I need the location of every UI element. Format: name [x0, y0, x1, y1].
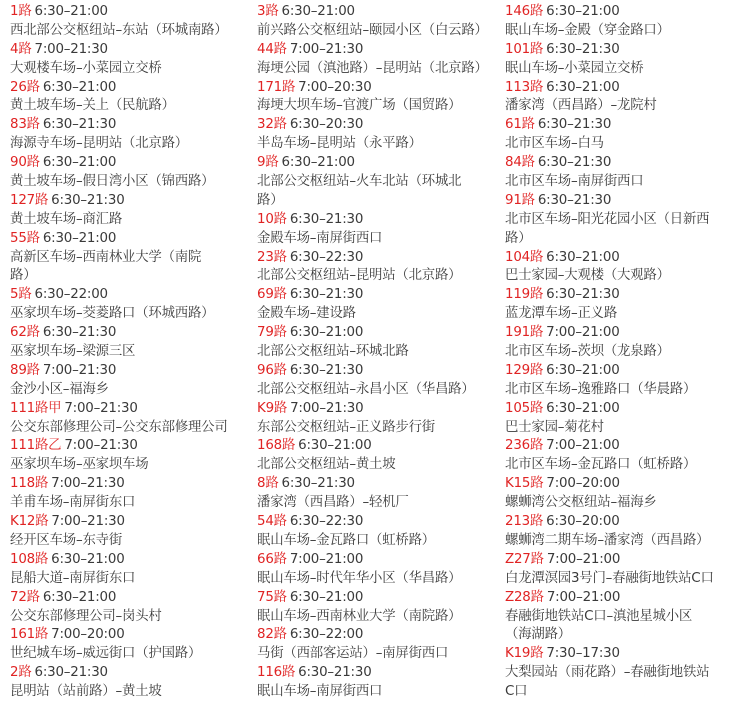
route-entry	[505, 41, 733, 79]
route-header	[257, 362, 495, 381]
route-stops: 巴士家园–菊花村	[505, 419, 604, 435]
service-hours: 7:00–21:30	[64, 400, 138, 416]
route-entry	[505, 286, 733, 324]
route-stops: 前兴路公交枢纽站–颐园小区（白云路）	[257, 22, 488, 38]
service-hours: 6:30–22:30	[289, 514, 364, 530]
route-entry	[505, 400, 733, 438]
route-header	[257, 475, 495, 494]
route-number: 66路	[257, 551, 287, 567]
route-number: 191路	[505, 325, 544, 341]
route-stops: C口	[505, 684, 528, 700]
route-stops: 潘家湾（西昌路）–轻机厂	[257, 495, 409, 511]
route-number: 4路	[10, 41, 32, 57]
route-number: 111路乙	[10, 438, 62, 454]
route-header	[257, 116, 495, 135]
route-header	[257, 249, 495, 268]
route-header	[257, 664, 495, 683]
route-number: 61路	[505, 117, 535, 133]
service-hours: 7:00–21:30	[42, 362, 117, 378]
route-number: Z27路	[505, 551, 544, 567]
service-hours: 6:30–21:30	[298, 665, 372, 681]
route-stops: 金殿车场–建设路	[257, 306, 356, 322]
route-stops: 北部公交枢纽站–环城北路	[257, 344, 409, 360]
route-entry	[10, 286, 248, 324]
route-entry	[505, 475, 733, 513]
route-stops: 螺蛳湾公交枢纽站–福海乡	[505, 495, 657, 511]
route-number: 23路	[257, 249, 287, 265]
route-stops: 昆船大道–南屏街东口	[10, 570, 136, 586]
service-hours: 7:00–21:00	[546, 325, 620, 341]
service-hours: 7:00–21:00	[289, 551, 364, 567]
service-hours: 7:00–21:30	[64, 438, 138, 454]
route-number: 44路	[257, 41, 287, 57]
service-hours: 6:30–21:00	[289, 589, 364, 605]
route-stops: 高新区车场–西南林业大学（南院	[10, 249, 202, 265]
service-hours: 6:30–21:00	[281, 4, 355, 19]
route-number: 101路	[505, 41, 544, 57]
route-entry	[257, 664, 495, 702]
route-number: 129路	[505, 362, 544, 378]
route-number: 127路	[10, 192, 49, 208]
route-header	[257, 551, 495, 570]
service-hours: 6:30–21:00	[42, 589, 117, 605]
route-stops: 巫家坝车场–茭菱路口（环城西路）	[10, 306, 215, 322]
route-header	[257, 513, 495, 532]
route-stops: 大观楼车场–小菜园立交桥	[10, 60, 162, 76]
service-hours: 6:30–22:00	[289, 627, 364, 643]
route-stops: 巴士家园–大观楼（大观路）	[505, 268, 670, 284]
service-hours: 7:00–21:30	[289, 41, 364, 57]
route-number: 1路	[10, 4, 32, 19]
route-stops: 眠山车场–西南林业大学（南院路）	[257, 608, 462, 624]
route-header	[505, 249, 733, 268]
route-entry	[10, 192, 248, 230]
route-number: 108路	[10, 551, 49, 567]
route-number: 213路	[505, 514, 544, 530]
route-entry	[257, 475, 495, 513]
route-entry	[10, 664, 248, 702]
route-entry	[10, 230, 248, 287]
route-stops: 北部公交枢纽站–黄土坡	[257, 457, 396, 473]
route-header	[505, 154, 733, 173]
route-number: 104路	[505, 249, 544, 265]
service-hours: 6:30–21:30	[34, 665, 108, 681]
route-stops: 路）	[257, 192, 284, 208]
route-entry	[505, 249, 733, 287]
route-entry	[257, 211, 495, 249]
route-stops: 眠山车场–小菜园立交桥	[505, 60, 644, 76]
route-header	[257, 211, 495, 230]
route-entry	[505, 79, 733, 117]
service-hours: 6:30–21:00	[42, 230, 117, 246]
route-entry	[257, 3, 495, 41]
route-number: 5路	[10, 287, 32, 303]
route-header	[505, 475, 733, 494]
route-stops: 羊甫车场–南屏街东口	[10, 495, 136, 511]
route-number: 9路	[257, 155, 279, 171]
service-hours: 6:30–21:30	[537, 155, 612, 171]
route-header	[505, 79, 733, 98]
route-number: 105路	[505, 400, 544, 416]
route-stops: 海埂大坝车场–官渡广场（国贸路）	[257, 98, 462, 114]
route-column-2	[257, 3, 495, 702]
route-number: 69路	[257, 287, 287, 303]
route-number: 26路	[10, 79, 40, 95]
route-number: Z28路	[505, 589, 544, 605]
route-header	[505, 400, 733, 419]
service-hours: 6:30–21:30	[537, 192, 612, 208]
route-header	[10, 286, 248, 305]
route-entry	[505, 513, 733, 551]
service-hours: 6:30–22:00	[34, 287, 108, 303]
route-stops: 世纪城车场–威远街口（护国路）	[10, 646, 202, 662]
route-header	[505, 437, 733, 456]
route-stops: （海湖路）	[505, 627, 571, 643]
route-number: 62路	[10, 325, 40, 341]
route-stops: 路）	[505, 230, 532, 246]
route-entry	[505, 324, 733, 362]
route-header	[10, 437, 248, 456]
service-hours: 6:30–21:00	[289, 325, 364, 341]
route-number: 90路	[10, 155, 40, 171]
route-header	[505, 324, 733, 343]
route-entry	[257, 362, 495, 400]
route-entry	[10, 79, 248, 117]
route-entry	[257, 249, 495, 287]
route-stops: 北市区车场–南屏街西口	[505, 174, 644, 190]
route-header	[10, 116, 248, 135]
route-header	[10, 41, 248, 60]
service-hours: 6:30–21:30	[51, 192, 125, 208]
route-stops: 北部公交枢纽站–昆明站（北京路）	[257, 268, 462, 284]
route-number: 111路甲	[10, 400, 62, 416]
route-number: 83路	[10, 117, 40, 133]
route-header	[10, 154, 248, 173]
route-header	[257, 589, 495, 608]
route-header	[505, 589, 733, 608]
service-hours: 6:30–22:30	[289, 249, 364, 265]
route-number: 79路	[257, 325, 287, 341]
route-entry	[10, 116, 248, 154]
route-entry	[257, 41, 495, 79]
route-header	[257, 3, 495, 22]
route-number: 116路	[257, 665, 296, 681]
service-hours: 6:30–21:00	[546, 362, 620, 378]
service-hours: 6:30–21:00	[546, 4, 620, 19]
route-entry	[10, 400, 248, 438]
route-entry	[257, 324, 495, 362]
route-entry	[10, 3, 248, 41]
route-header	[505, 3, 733, 22]
route-stops: 海埂公园（滇池路）–昆明站（北京路）	[257, 60, 488, 76]
route-column-1	[10, 3, 248, 702]
route-stops: 半岛车场–昆明站（永平路）	[257, 136, 422, 152]
route-stops: 路）	[10, 268, 37, 284]
service-hours: 7:30–17:30	[546, 646, 620, 662]
route-header	[505, 551, 733, 570]
route-number: 2路	[10, 665, 32, 681]
route-number: 161路	[10, 627, 49, 643]
service-hours: 6:30–21:30	[546, 287, 620, 303]
service-hours: 6:30–21:00	[42, 79, 117, 95]
service-hours: 6:30–21:30	[289, 211, 364, 227]
route-entry	[505, 154, 733, 192]
route-entry	[257, 400, 495, 438]
service-hours: 6:30–21:00	[546, 79, 620, 95]
route-header	[10, 551, 248, 570]
route-stops: 金沙小区–福海乡	[10, 381, 109, 397]
route-entry	[10, 437, 248, 475]
route-header	[10, 475, 248, 494]
service-hours: 7:00–20:00	[51, 627, 125, 643]
route-entry	[257, 589, 495, 627]
route-entry	[257, 626, 495, 664]
route-header	[505, 116, 733, 135]
service-hours: 6:30–21:00	[298, 438, 372, 454]
service-hours: 6:30–21:00	[281, 155, 355, 171]
route-number: 72路	[10, 589, 40, 605]
route-number: 32路	[257, 117, 287, 133]
route-header	[10, 589, 248, 608]
route-entry	[505, 192, 733, 249]
route-stops: 昆明站（站前路）–黄土坡	[10, 684, 162, 700]
route-number: 118路	[10, 476, 49, 492]
route-number: K9路	[257, 400, 288, 416]
route-header	[10, 192, 248, 211]
route-stops: 北市区车场–金瓦路口（虹桥路）	[505, 457, 697, 473]
route-entry	[505, 362, 733, 400]
route-header	[257, 400, 495, 419]
route-number: 3路	[257, 4, 279, 19]
route-stops: 西北部公交枢纽站–东站（环城南路）	[10, 22, 228, 38]
route-column-3	[505, 3, 733, 702]
service-hours: 7:00–21:30	[51, 514, 125, 530]
route-stops: 海源寺车场–昆明站（北京路）	[10, 136, 188, 152]
route-stops: 马街（西部客运站）–南屏街西口	[257, 646, 449, 662]
route-entry	[505, 589, 733, 646]
service-hours: 6:30–21:00	[546, 249, 620, 265]
route-stops: 螺蛳湾二期车场–潘家湾（西昌路）	[505, 532, 710, 548]
route-entry	[10, 513, 248, 551]
route-stops: 黄土坡车场–关上（民航路）	[10, 98, 175, 114]
route-header	[257, 79, 495, 98]
route-entry	[505, 3, 733, 41]
route-number: 75路	[257, 589, 287, 605]
route-entry	[257, 437, 495, 475]
route-stops: 大梨园站（雨花路）–春融街地铁站	[505, 665, 710, 681]
service-hours: 6:30–21:30	[42, 117, 117, 133]
service-hours: 7:00–21:00	[546, 438, 620, 454]
route-header	[257, 437, 495, 456]
route-number: K19路	[505, 646, 544, 662]
route-header	[257, 41, 495, 60]
route-header	[257, 286, 495, 305]
route-stops: 眠山车场–金瓦路口（虹桥路）	[257, 532, 435, 548]
route-number: 89路	[10, 362, 40, 378]
service-hours: 6:30–21:00	[42, 155, 117, 171]
route-stops: 潘家湾（西昌路）–龙院村	[505, 98, 657, 114]
route-number: 171路	[257, 79, 296, 95]
route-number: 168路	[257, 438, 296, 454]
service-hours: 7:00–21:00	[546, 551, 621, 567]
route-header	[257, 324, 495, 343]
route-number: 91路	[505, 192, 535, 208]
route-stops: 北市区车场–茨坝（龙泉路）	[505, 344, 670, 360]
route-entry	[257, 116, 495, 154]
service-hours: 7:00–20:00	[546, 476, 620, 492]
route-entry	[10, 626, 248, 664]
route-header	[10, 230, 248, 249]
route-entry	[505, 551, 733, 589]
route-entry	[257, 551, 495, 589]
route-entry	[505, 645, 733, 702]
route-header	[10, 513, 248, 532]
route-number: 96路	[257, 362, 287, 378]
route-header	[10, 664, 248, 683]
service-hours: 7:00–21:30	[290, 400, 364, 416]
route-number: 55路	[10, 230, 40, 246]
service-hours: 6:30–21:00	[51, 551, 125, 567]
route-stops: 白龙潭溟园3号门–春融街地铁站C口	[505, 570, 714, 586]
route-stops: 春融街地铁站C口–滇池星城小区	[505, 608, 693, 624]
route-entry	[257, 154, 495, 211]
route-stops: 北市区车场–逸雅路口（华晨路）	[505, 381, 697, 397]
service-hours: 6:30–20:00	[546, 514, 620, 530]
route-number: 119路	[505, 287, 544, 303]
route-number: 84路	[505, 155, 535, 171]
route-header	[505, 192, 733, 211]
route-entry	[257, 513, 495, 551]
route-header	[505, 645, 733, 664]
route-stops: 经开区车场–东寺街	[10, 532, 123, 548]
route-number: 8路	[257, 476, 279, 492]
route-header	[505, 362, 733, 381]
service-hours: 6:30–21:30	[546, 41, 620, 57]
service-hours: 7:00–20:30	[298, 79, 372, 95]
route-stops: 巫家坝车场–巫家坝车场	[10, 457, 149, 473]
route-entry	[10, 551, 248, 589]
route-entry	[10, 589, 248, 627]
route-stops: 巫家坝车场–梁源三区	[10, 344, 136, 360]
route-header	[10, 79, 248, 98]
route-entry	[505, 116, 733, 154]
route-header	[10, 362, 248, 381]
route-number: 10路	[257, 211, 287, 227]
route-stops: 蓝龙潭车场–正义路	[505, 306, 618, 322]
route-entry	[10, 41, 248, 79]
service-hours: 6:30–21:30	[42, 325, 117, 341]
service-hours: 7:00–21:30	[34, 41, 108, 57]
service-hours: 7:00–21:30	[51, 476, 125, 492]
route-entry	[10, 154, 248, 192]
service-hours: 6:30–21:00	[34, 4, 108, 19]
route-header	[505, 41, 733, 60]
service-hours: 6:30–21:30	[289, 287, 364, 303]
route-stops: 北部公交枢纽站–永昌小区（华昌路）	[257, 381, 475, 397]
route-entry	[257, 79, 495, 117]
route-number: 113路	[505, 79, 544, 95]
route-stops: 黄土坡车场–商汇路	[10, 211, 123, 227]
route-stops: 公交东部修理公司–公交东部修理公司	[10, 419, 228, 435]
route-stops: 眠山车场–时代年华小区（华昌路）	[257, 570, 462, 586]
route-stops: 北市区车场–白马	[505, 136, 604, 152]
route-stops: 眠山车场–南屏街西口	[257, 684, 383, 700]
route-entry	[10, 324, 248, 362]
route-entry	[10, 362, 248, 400]
route-header	[10, 626, 248, 645]
route-header	[10, 3, 248, 22]
route-stops: 东部公交枢纽站–正义路步行街	[257, 419, 435, 435]
route-header	[257, 626, 495, 645]
route-stops: 北市区车场–阳光花园小区（日新西	[505, 211, 710, 227]
service-hours: 6:30–21:30	[281, 476, 355, 492]
service-hours: 7:00–21:00	[546, 589, 621, 605]
route-stops: 金殿车场–南屏街西口	[257, 230, 383, 246]
route-number: 54路	[257, 514, 287, 530]
route-entry	[505, 437, 733, 475]
route-stops: 北部公交枢纽站–火车北站（环城北	[257, 174, 462, 190]
route-stops: 黄土坡车场–假日湾小区（锦西路）	[10, 174, 215, 190]
route-number: K12路	[10, 514, 49, 530]
service-hours: 6:30–21:30	[537, 117, 612, 133]
route-header	[505, 513, 733, 532]
route-entry	[10, 475, 248, 513]
route-number: 146路	[505, 4, 544, 19]
route-header	[10, 324, 248, 343]
route-entry	[257, 286, 495, 324]
service-hours: 6:30–20:30	[289, 117, 364, 133]
route-number: 82路	[257, 627, 287, 643]
route-header	[505, 286, 733, 305]
route-stops: 公交东部修理公司–岗头村	[10, 608, 162, 624]
route-header	[10, 400, 248, 419]
service-hours: 6:30–21:30	[289, 362, 364, 378]
route-number: K15路	[505, 476, 544, 492]
route-number: 236路	[505, 438, 544, 454]
route-header	[257, 154, 495, 173]
route-stops: 眠山车场–金殿（穿金路口）	[505, 22, 670, 38]
service-hours: 6:30–21:00	[546, 400, 620, 416]
